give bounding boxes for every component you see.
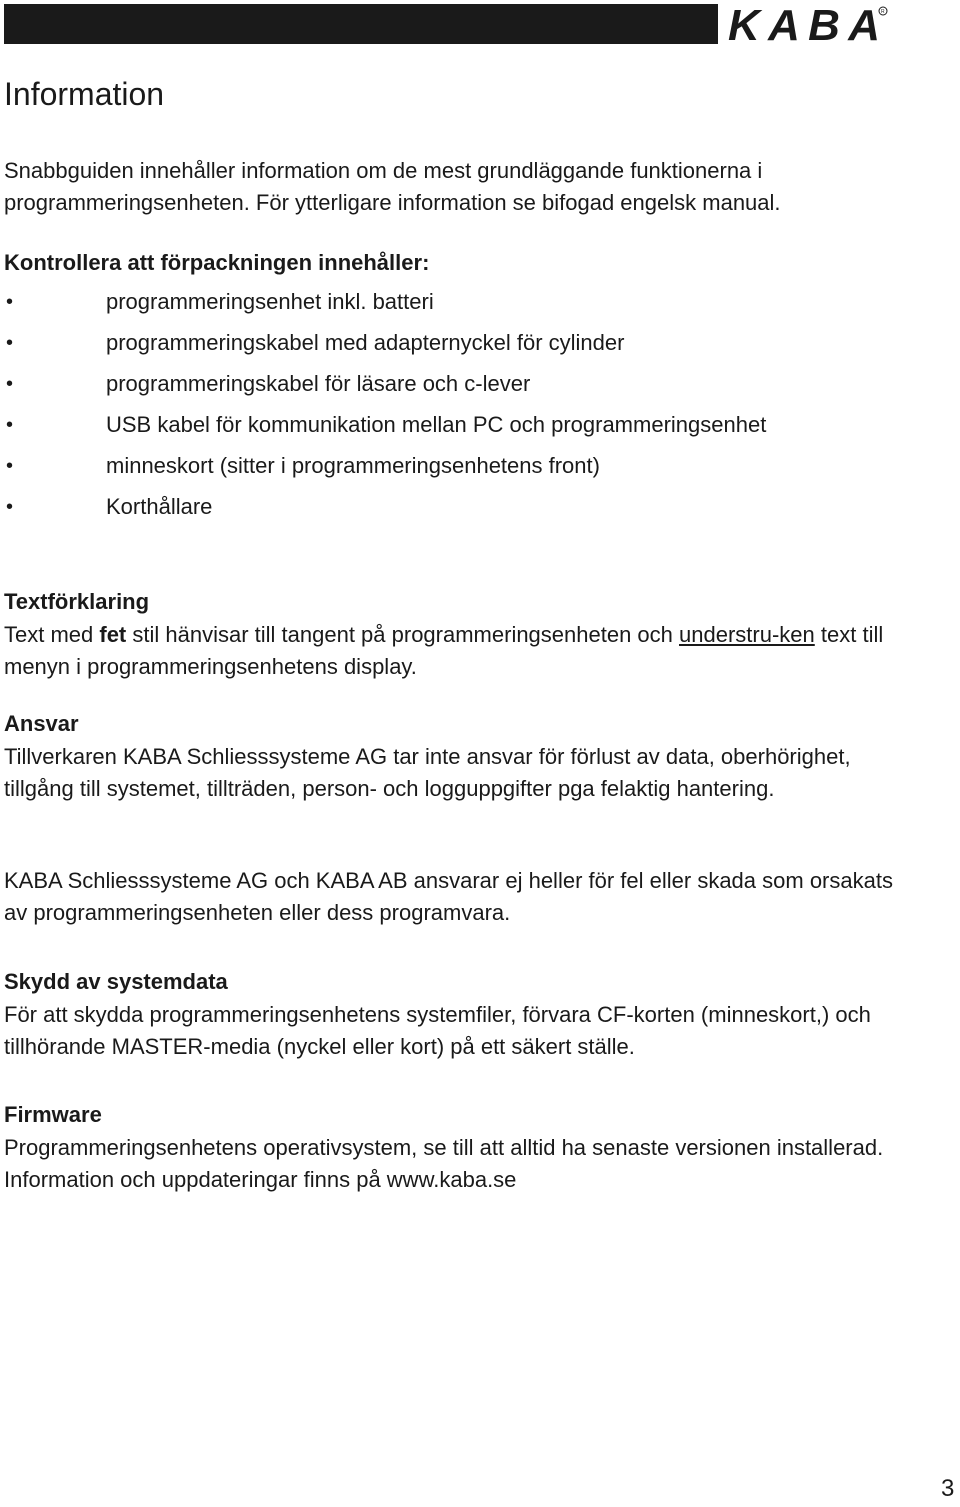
list-item: • programmeringsenhet inkl. batteri: [4, 286, 766, 327]
checklist-heading: Kontrollera att förpackningen innehåller:: [4, 250, 430, 275]
list-item: • USB kabel för kommunikation mellan PC och programmeringsenhet: [4, 409, 766, 450]
page-title: Information: [4, 76, 165, 112]
bullet: •: [6, 496, 14, 518]
list-item: • programmeringskabel med adapternyckel för cylinder: [4, 327, 766, 368]
skydd-heading: Skydd av systemdata: [4, 969, 228, 994]
kaba-logo: [728, 4, 888, 44]
svg-text:R: R: [881, 9, 885, 15]
bullet: •: [6, 373, 14, 395]
skydd-paragraph: För att skydda programmeringsenhetens systemfiler, förvara CF-korten (minneskort,) och tillhörande MASTER-media (nyckel eller kort) på ett säkert ställe.: [4, 1002, 871, 1059]
ansvar-paragraph-2: KABA Schliesssysteme AG och KABA AB ansvarar ej heller för fel eller skada som orsakats av programmeringsenheten eller dess programvara.: [4, 868, 893, 925]
header-bar: [4, 4, 718, 44]
list-item: • Korthållare: [4, 491, 766, 532]
list-item: • programmeringskabel för läsare och c-lever: [4, 368, 766, 409]
intro-paragraph: Snabbguiden innehåller information om de mest grundläggande funktionerna i programmeringsenheten. För ytterligare information se bifogad engelsk manual.: [4, 158, 781, 215]
bullet: •: [6, 291, 14, 313]
firmware-paragraph: Programmeringsenhetens operativsystem, se till att alltid ha senaste versionen installerad. Information och uppdateringar finns på www.kaba.se: [4, 1135, 884, 1192]
checklist: [4, 286, 766, 532]
bullet: •: [6, 455, 14, 477]
bullet: •: [6, 414, 14, 436]
firmware-heading: Firmware: [4, 1102, 102, 1127]
underline-example: understru-ken: [679, 622, 815, 647]
textforklaring-paragraph: Text med fet stil hänvisar till tangent på programmeringsenheten och understru-ken text till menyn i programmeringsenhetens display.: [4, 622, 884, 679]
page-number: 3: [941, 1475, 955, 1502]
logo-text: KABA: [728, 4, 878, 44]
textforklaring-heading: Textförklaring: [4, 589, 150, 614]
list-item: • minneskort (sitter i programmeringsenhetens front): [4, 450, 766, 491]
bullet: •: [6, 332, 14, 354]
ansvar-paragraph-1: Tillverkaren KABA Schliesssysteme AG tar inte ansvar för förlust av data, oberhörighet, tillgång till systemet, tillträden, person- och logguppgifter pga felaktig hantering.: [4, 744, 851, 801]
bold-example: fet: [99, 622, 127, 647]
ansvar-heading: Ansvar: [4, 711, 79, 736]
